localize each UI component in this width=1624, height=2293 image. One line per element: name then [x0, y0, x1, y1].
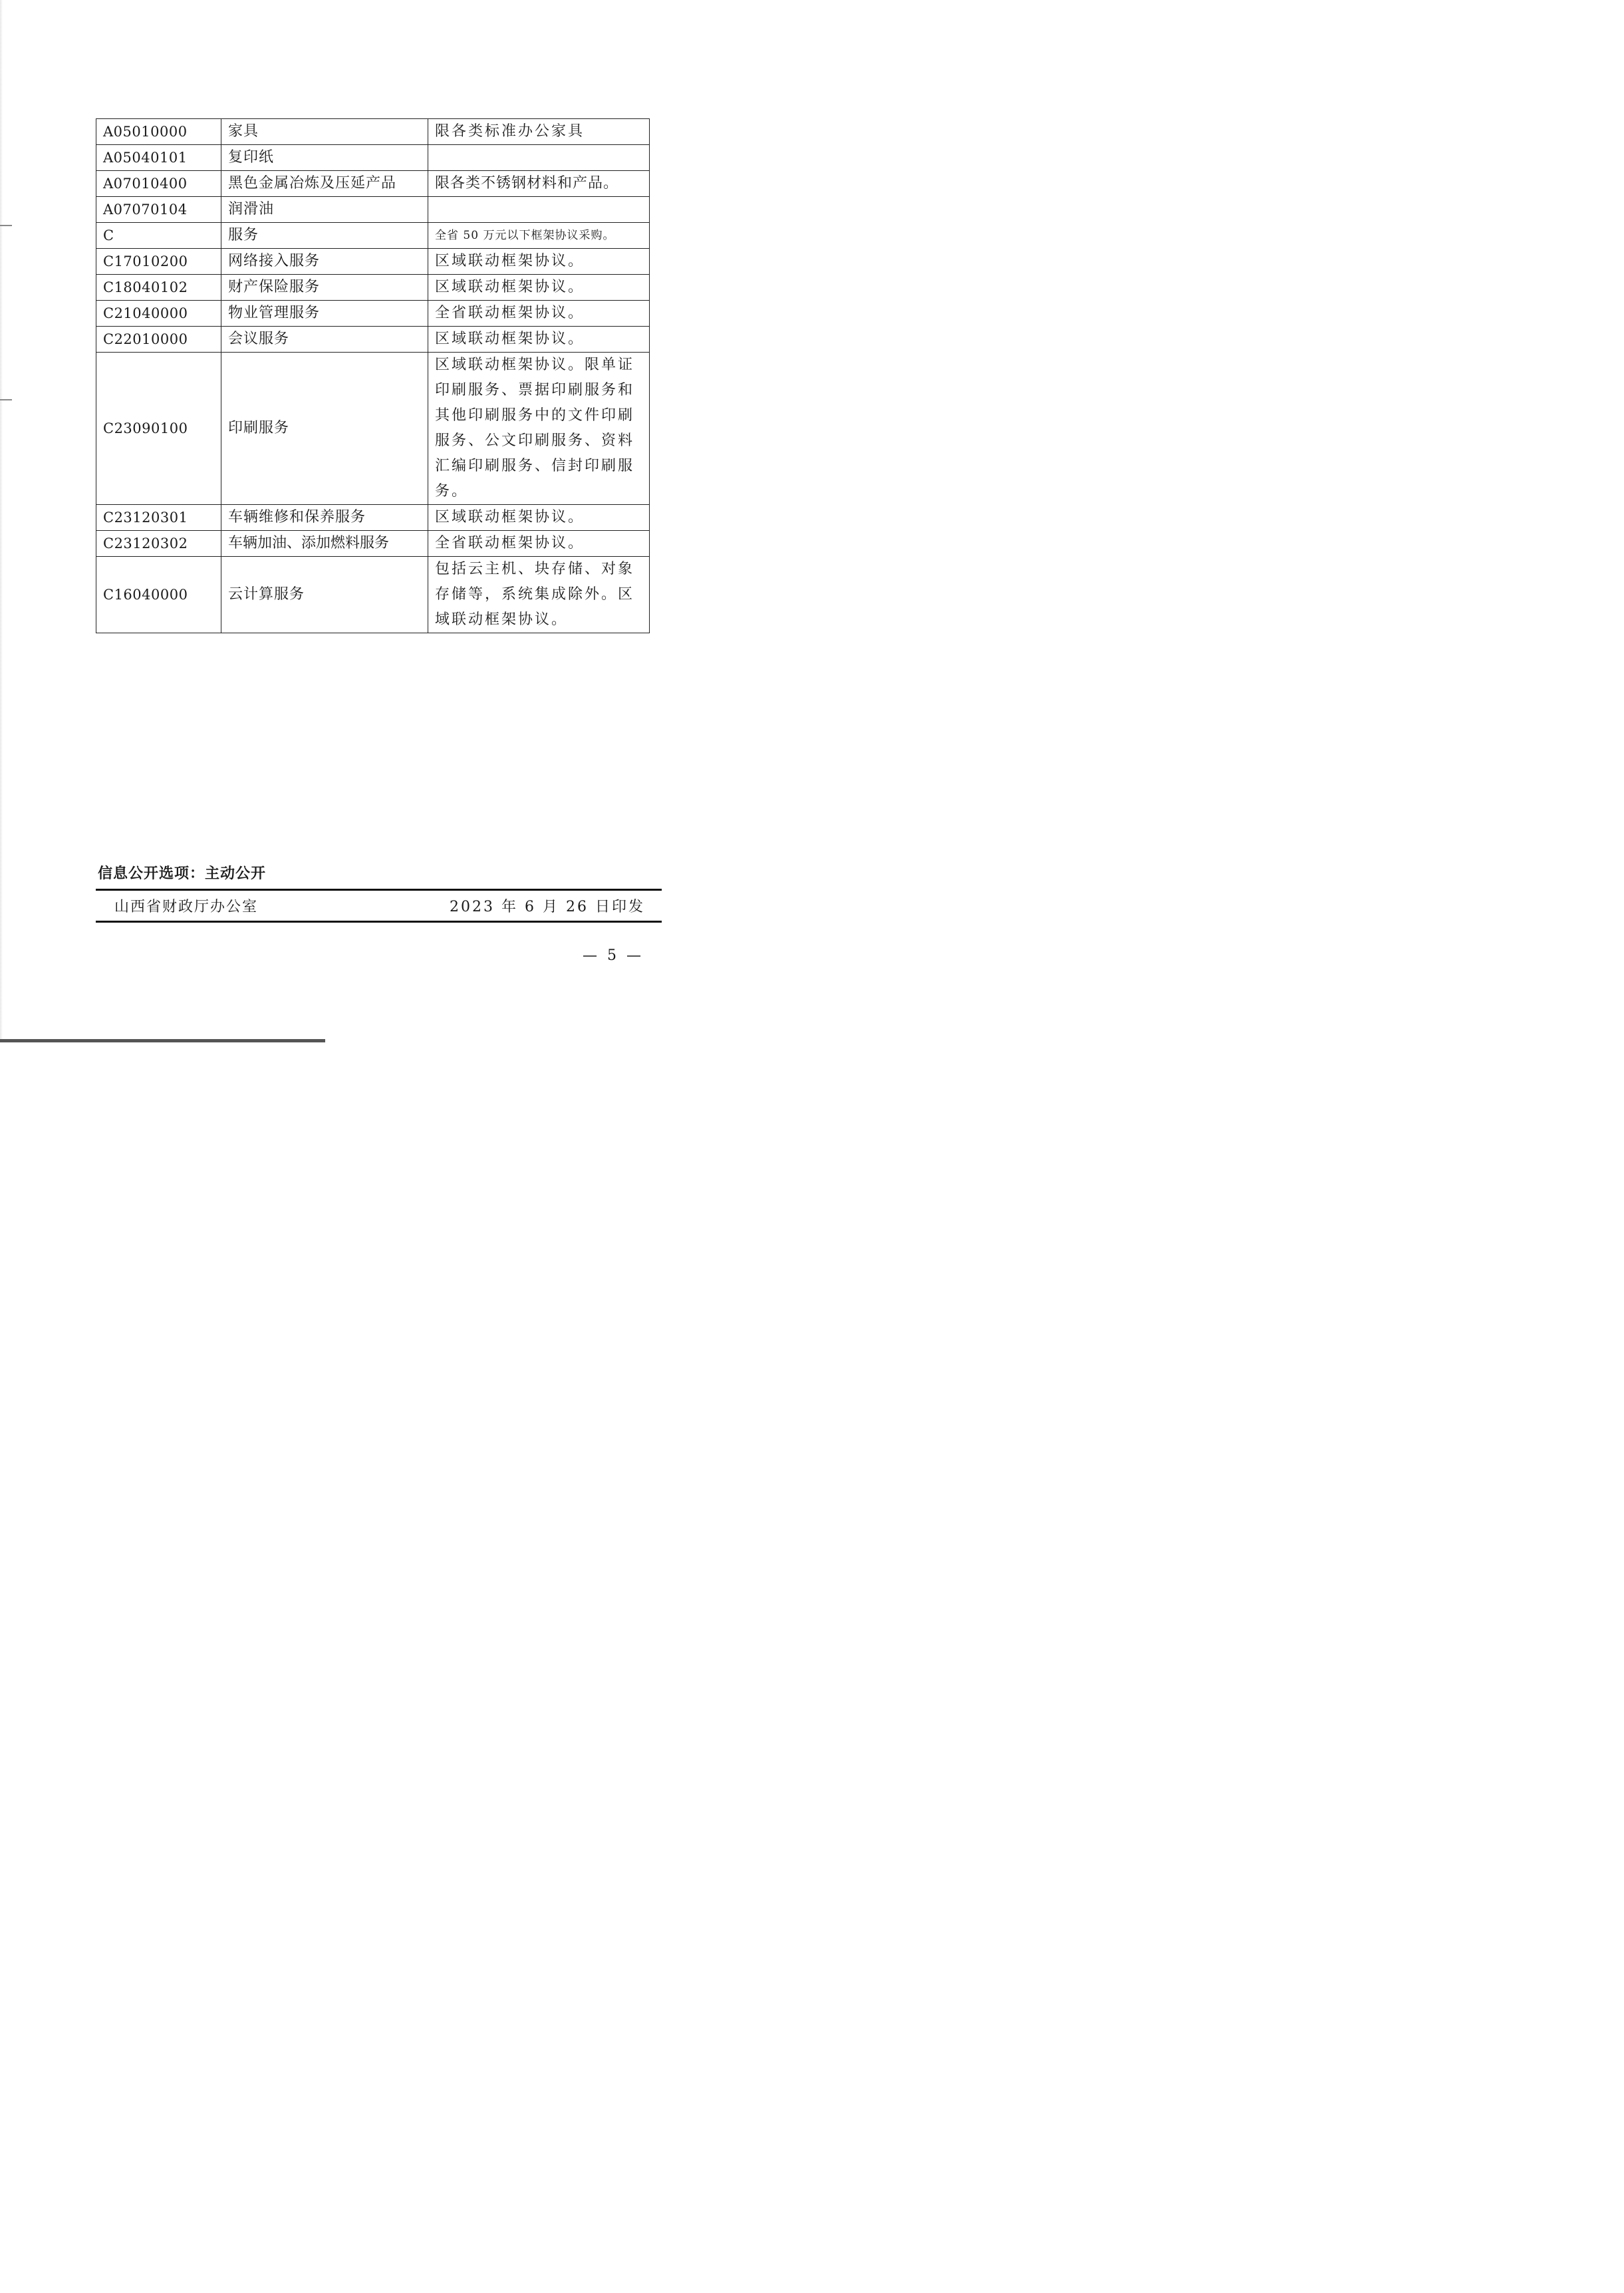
- item-code: C23090100: [96, 353, 221, 505]
- item-code: C17010200: [96, 249, 221, 275]
- issue-date: 2023 年 6 月 26 日印发: [450, 899, 645, 915]
- item-name: 财产保险服务: [221, 275, 428, 301]
- table-row: [96, 223, 650, 249]
- item-note: [428, 145, 650, 171]
- scan-edge-bar: [0, 1039, 325, 1042]
- item-name: 车辆维修和保养服务: [221, 505, 428, 531]
- item-name: 黑色金属冶炼及压延产品: [221, 171, 428, 197]
- table-row: [96, 557, 650, 633]
- item-note: 区域联动框架协议。: [428, 327, 650, 353]
- item-note: 包括云主机、块存储、对象存储等，系统集成除外。区域联动框架协议。: [428, 557, 650, 633]
- table-row: [96, 531, 650, 557]
- item-note: 全省联动框架协议。: [428, 301, 650, 327]
- scan-mark: [0, 225, 12, 226]
- item-code: C18040102: [96, 275, 221, 301]
- table-row: [96, 145, 650, 171]
- table-row: [96, 249, 650, 275]
- item-name: 车辆加油、添加燃料服务: [221, 531, 428, 557]
- item-code: A05040101: [96, 145, 221, 171]
- item-code: C23120301: [96, 505, 221, 531]
- scan-edge: [0, 0, 3, 1042]
- scan-mark: [0, 399, 12, 400]
- item-code: C23120302: [96, 531, 221, 557]
- page-number: — 5 —: [583, 947, 644, 964]
- divider-line: [96, 921, 662, 923]
- table-row: [96, 275, 650, 301]
- item-name: 服务: [221, 223, 428, 249]
- table-row: [96, 197, 650, 223]
- item-note: 区域联动框架协议。限单证印刷服务、票据印刷服务和其他印刷服务中的文件印刷服务、公文印刷服务、资料汇编印刷服务、信封印刷服务。: [428, 353, 650, 505]
- table-row: [96, 327, 650, 353]
- item-name: 家具: [221, 119, 428, 145]
- item-note: 全省 50 万元以下框架协议采购。: [428, 223, 650, 249]
- table-row: [96, 119, 650, 145]
- item-note: [428, 197, 650, 223]
- item-code: C16040000: [96, 557, 221, 633]
- table-row: [96, 353, 650, 505]
- item-code: A07010400: [96, 171, 221, 197]
- item-note: 区域联动框架协议。: [428, 249, 650, 275]
- item-code: A05010000: [96, 119, 221, 145]
- item-code: C: [96, 223, 221, 249]
- procurement-catalog-table: [96, 118, 650, 633]
- item-name: 会议服务: [221, 327, 428, 353]
- issuing-office: 山西省财政厅办公室: [114, 899, 259, 915]
- disclosure-option: 信息公开选项：主动公开: [98, 865, 267, 882]
- item-code: C21040000: [96, 301, 221, 327]
- item-note: 限各类不锈钢材料和产品。: [428, 171, 650, 197]
- item-code: A07070104: [96, 197, 221, 223]
- item-name: 润滑油: [221, 197, 428, 223]
- item-name: 云计算服务: [221, 557, 428, 633]
- item-name: 印刷服务: [221, 353, 428, 505]
- item-note: 区域联动框架协议。: [428, 275, 650, 301]
- item-code: C22010000: [96, 327, 221, 353]
- table-row: [96, 171, 650, 197]
- item-name: 物业管理服务: [221, 301, 428, 327]
- item-name: 网络接入服务: [221, 249, 428, 275]
- item-note: 限各类标准办公家具: [428, 119, 650, 145]
- divider-line: [96, 889, 662, 891]
- item-name: 复印纸: [221, 145, 428, 171]
- item-note: 全省联动框架协议。: [428, 531, 650, 557]
- item-note: 区域联动框架协议。: [428, 505, 650, 531]
- table-row: [96, 301, 650, 327]
- table-row: [96, 505, 650, 531]
